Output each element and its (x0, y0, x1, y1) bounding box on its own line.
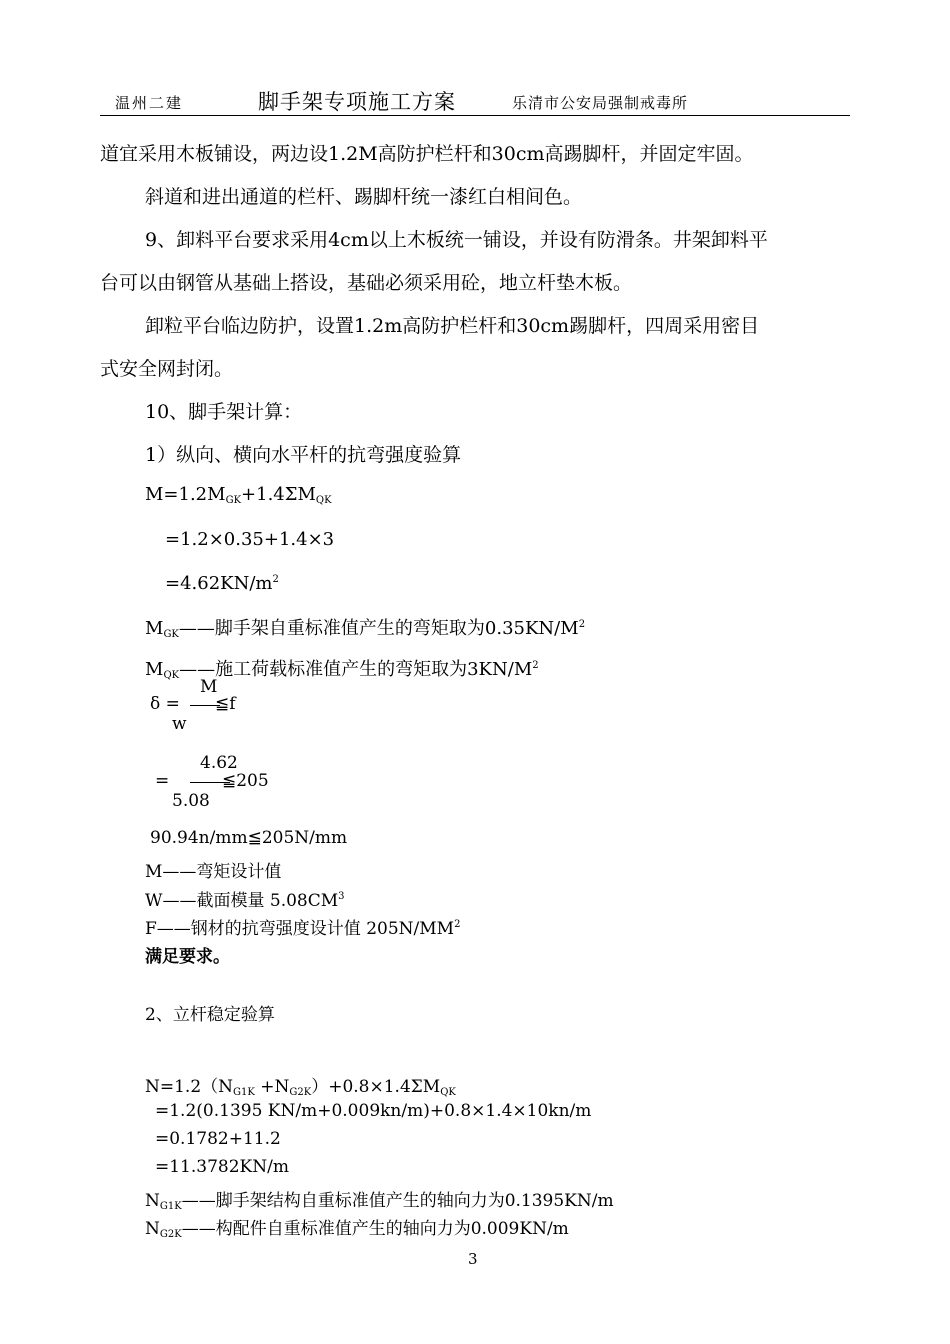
f-definition: F——钢材的抗弯强度设计值 $205N/MM^2$ (145, 919, 461, 939)
header-title: 脚手架专项施工方案 (258, 90, 456, 114)
subsection-2-heading: 2、立杆稳定验算 (145, 1005, 275, 1025)
ng1k-definition: $N_{G1K}——$脚手架结构自重标准值产生的轴向力为0.1395KN/m (145, 1191, 614, 1212)
fraction-1-rhs: ≦f (215, 694, 236, 714)
moment-formula: $M=1.2M_{GK}+1.4\Sigma M_{QK}$ (145, 484, 332, 506)
fraction-1-denominator: w (172, 714, 187, 734)
subsection-1-heading: 1）纵向、横向水平杆的抗弯强度验算 (145, 444, 462, 466)
stress-result: 90.94n/mm≦205N/mm (150, 828, 348, 848)
section-10-heading: 10、脚手架计算： (145, 401, 303, 423)
moment-substitution: =1.2×0.35+1.4×3 (165, 529, 335, 550)
ng2k-definition: $N_{G2K}——$构配件自重标准值产生的轴向力为0.009KN/m (145, 1219, 569, 1240)
paragraph-3-line-2: 台可以由钢管从基础上搭设，基础必须采用砼，地立杆垫木板。 (100, 272, 633, 294)
paragraph-2: 斜道和进出通道的栏杆、踢脚杆统一漆红白相间色。 (145, 186, 583, 208)
mqk-definition: $M_{QK}——$施工荷载标准值产生的弯矩取为$3KN/M^2$ (145, 659, 539, 681)
axial-formula: $N=1.2(N_{G1K} +N_{G2K})+0.8\times 1.4\Sigma M_{QK}$ (145, 1077, 456, 1098)
fraction-1-lhs: δ = (150, 694, 180, 714)
w-definition: W——截面模量 $5.08CM^3$ (145, 891, 345, 911)
paragraph-1: 道宜采用木板铺设，两边设1.2M高防护栏杆和30cm高踢脚杆，并固定牢固。 (100, 143, 754, 165)
fraction-2-lhs: = (155, 771, 170, 791)
header-org: 温州二建 (115, 94, 184, 112)
moment-result: $=4.62KN/m^2$ (165, 573, 279, 594)
check-ok: 满足要求。 (145, 947, 230, 967)
paragraph-4-line-2: 式安全网封闭。 (100, 358, 234, 380)
paragraph-3-line-1: 9、卸料平台要求采用4cm以上木板统一铺设，并设有防滑条。井架卸料平 (145, 229, 768, 251)
axial-partial: =0.1782+11.2 (155, 1129, 281, 1149)
fraction-2-numerator: 4.62 (200, 753, 238, 773)
header-project: 乐清市公安局强制戒毒所 (512, 94, 689, 112)
m-definition: M——弯矩设计值 (145, 862, 282, 882)
axial-substitution: =1.2(0.1395 KN/m+0.009kn/m)+0.8×1.4×10kn/m (155, 1101, 592, 1121)
fraction-2-denominator: 5.08 (172, 791, 210, 811)
fraction-2-rhs: ≦205 (222, 771, 269, 791)
axial-result: =11.3782KN/m (155, 1157, 289, 1177)
header-rule (100, 115, 850, 116)
mgk-definition: $M_{GK}——$脚手架自重标准值产生的弯矩取为$0.35KN/M^2$ (145, 618, 586, 640)
fraction-1-numerator: M (200, 677, 218, 697)
page-number: 3 (468, 1250, 478, 1268)
paragraph-4-line-1: 卸粒平台临边防护，设置1.2m高防护栏杆和30cm踢脚杆，四周采用密目 (145, 315, 760, 337)
